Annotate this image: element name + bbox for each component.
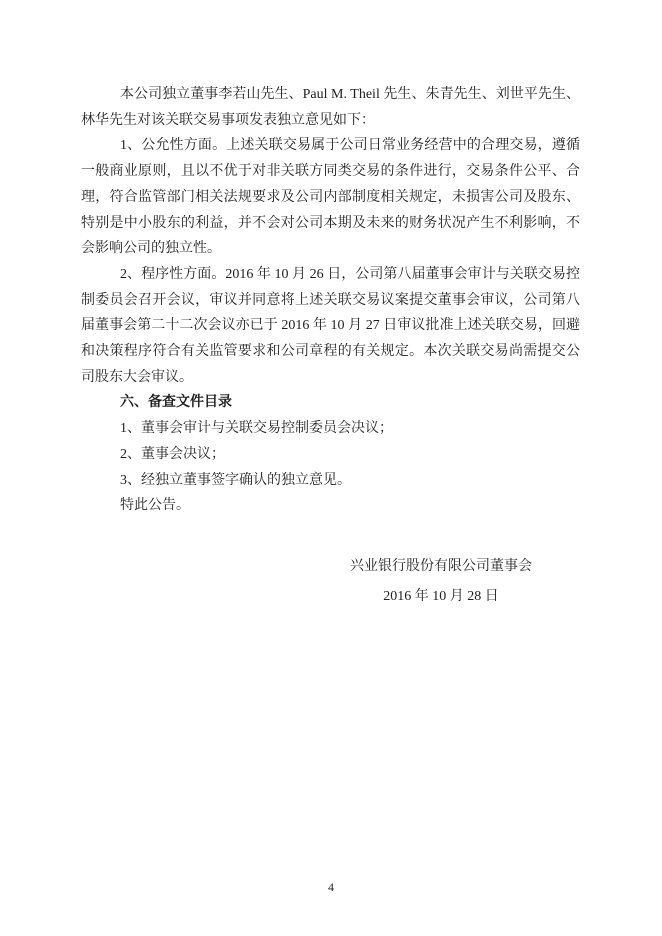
reference-document-item-1: 1、董事会审计与关联交易控制委员会决议；: [120, 421, 393, 437]
paragraph-procedural-opinion: 2、程序性方面。2016 年 10 月 26 日，公司第八届董事会审计与关联交易控制委员会召开会议，审议并同意将上述关联交易议案提交董事会审议，公司第八届董事会第二十二次会议亦已于 2016 年 10 月 27 日审议批准上述关联交易，回避和决策程序符合有关监管要求和公司章程的有关规定。本次关联交易尚需提交公司股东大会审议。: [81, 266, 580, 385]
signature-company: 兴业银行股份有限公司董事会: [350, 558, 532, 574]
paragraph-independent-directors-intro: 本公司独立董事李若山先生、Paul M. Theil 先生、朱青先生、刘世平先生、林华先生对该关联交易事项发表独立意见如下：: [81, 87, 580, 128]
document-body: [81, 82, 580, 613]
paragraph-fairness-opinion: 1、公允性方面。上述关联交易属于公司日常业务经营中的合理交易，遵循一般商业原则，且以不优于对非关联方同类交易的条件进行，交易条件公平、合理，符合监管部门相关法规要求及公司内部制度相关规定，未损害公司及股东、特别是中小股东的利益，并不会对公司本期及未来的财务状况产生不利影响，不会影响公司的独立性。: [81, 138, 580, 257]
page-number: 4: [328, 880, 334, 894]
signature-block: [350, 552, 532, 613]
signature-date: 2016 年 10 月 28 日: [383, 589, 499, 605]
section-heading-reference-documents: 六、备查文件目录: [120, 395, 232, 411]
closing-statement: 特此公告。: [120, 498, 190, 514]
reference-document-item-3: 3、经独立董事签字确认的独立意见。: [120, 472, 351, 488]
reference-document-item-2: 2、董事会决议；: [120, 446, 225, 462]
